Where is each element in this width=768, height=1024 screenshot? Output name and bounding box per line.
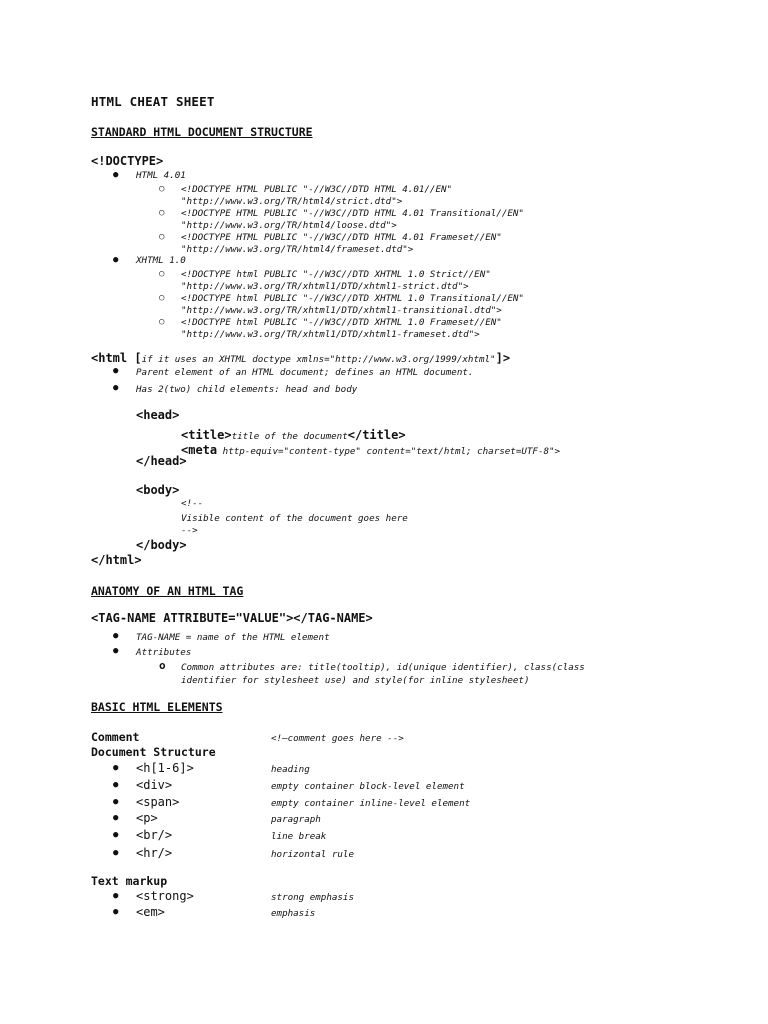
- comment-close: -->: [181, 525, 198, 536]
- tag-syntax: <TAG-NAME ATTRIBUTE="VALUE"></TAG-NAME>: [91, 611, 373, 625]
- bullet-icon: ●: [113, 813, 119, 823]
- element-tag: <br/>: [136, 828, 173, 842]
- element-tag: <strong>: [136, 889, 194, 903]
- element-desc: heading: [271, 764, 310, 775]
- circle-bullet-icon: o: [159, 659, 166, 672]
- html-tag-line: [91, 347, 510, 366]
- circle-bullet-icon: ○: [159, 293, 165, 303]
- anatomy-bullet: Attributes: [136, 647, 192, 658]
- element-tag: <h[1-6]>: [136, 761, 194, 775]
- comment-open: <!--: [181, 498, 204, 509]
- body-open-tag: <body>: [136, 483, 180, 497]
- bullet-icon: ●: [113, 780, 119, 790]
- head-close-tag: </head>: [136, 454, 187, 468]
- element-desc: paragraph: [271, 814, 321, 825]
- title-text: title of the document: [231, 431, 348, 442]
- bullet-icon: ●: [113, 170, 119, 180]
- doctype-line: "http://www.w3.org/TR/html4/strict.dtd">: [181, 196, 403, 207]
- anatomy-sub-line: Common attributes are: title(tooltip), id(unique identifier), class(class: [181, 662, 585, 673]
- bullet-icon: ●: [113, 891, 119, 901]
- bullet-icon: ●: [113, 907, 119, 917]
- bullet-icon: ●: [113, 797, 119, 807]
- page-title: HTML CHEAT SHEET: [91, 94, 215, 109]
- doctype-line: <!DOCTYPE html PUBLIC "-//W3C//DTD XHTML 1.0 Transitional//EN": [181, 293, 524, 304]
- doctype-line: "http://www.w3.org/TR/html4/loose.dtd">: [181, 220, 397, 231]
- anatomy-sub-line: identifier for stylesheet use) and style(for inline stylesheet): [181, 675, 530, 686]
- section-heading-basic: BASIC HTML ELEMENTS: [91, 700, 223, 714]
- title-close-tag: </title>: [347, 428, 406, 442]
- element-desc: line break: [271, 831, 327, 842]
- meta-tag-line: [181, 439, 560, 458]
- element-desc: horizontal rule: [271, 849, 354, 860]
- element-tag: <div>: [136, 778, 173, 792]
- element-desc: empty container inline-level element: [271, 798, 471, 809]
- comment-label: Comment: [91, 730, 140, 744]
- circle-bullet-icon: ○: [159, 208, 165, 218]
- doctype-line: <!DOCTYPE html PUBLIC "-//W3C//DTD XHTML 1.0 Strict//EN": [181, 269, 491, 280]
- meta-attrs: http-equiv="content-type" content="text/html; charset=UTF-8">: [217, 446, 561, 457]
- element-tag: <hr/>: [136, 846, 173, 860]
- element-tag: <em>: [136, 905, 165, 919]
- bullet-icon: ●: [113, 763, 119, 773]
- text-markup-label: Text markup: [91, 874, 168, 888]
- doctype-line: "http://www.w3.org/TR/xhtml1/DTD/xhtml1-frameset.dtd">: [181, 329, 480, 340]
- element-desc: emphasis: [271, 908, 316, 919]
- html-tag-note: if it uses an XHTML doctype xmlns="http://www.w3.org/1999/xhtml": [141, 354, 496, 365]
- xhtml10-label: XHTML 1.0: [136, 255, 186, 266]
- bullet-icon: ●: [113, 631, 119, 641]
- anatomy-bullet: TAG-NAME = name of the HTML element: [136, 632, 330, 643]
- circle-bullet-icon: ○: [159, 317, 165, 327]
- bullet-icon: ●: [113, 830, 119, 840]
- bullet-icon: ●: [113, 366, 119, 376]
- doctype-line: <!DOCTYPE HTML PUBLIC "-//W3C//DTD HTML 4.01//EN": [181, 184, 453, 195]
- circle-bullet-icon: ○: [159, 269, 165, 279]
- html-tag-bracket-open: [: [127, 351, 142, 365]
- doctype-line: "http://www.w3.org/TR/xhtml1/DTD/xhtml1-strict.dtd">: [181, 281, 469, 292]
- doc-structure-label: Document Structure: [91, 745, 216, 759]
- html-bullet: Parent element of an HTML document; defines an HTML document.: [136, 367, 474, 378]
- comment-desc: <!—comment goes here -->: [271, 733, 404, 744]
- html401-label: HTML 4.01: [136, 170, 186, 181]
- title-open-tag: <title>: [181, 428, 232, 442]
- element-desc: strong emphasis: [271, 892, 354, 903]
- html-close-tag: </html>: [91, 553, 142, 567]
- doctype-line: <!DOCTYPE HTML PUBLIC "-//W3C//DTD HTML 4.01 Frameset//EN": [181, 232, 502, 243]
- element-tag: <p>: [136, 811, 158, 825]
- circle-bullet-icon: ○: [159, 232, 165, 242]
- body-close-tag: </body>: [136, 538, 187, 552]
- bullet-icon: ●: [113, 646, 119, 656]
- bullet-icon: ●: [113, 255, 119, 265]
- bullet-icon: ●: [113, 383, 119, 393]
- bullet-icon: ●: [113, 848, 119, 858]
- meta-open-tag: <meta: [181, 443, 218, 457]
- doctype-line: "http://www.w3.org/TR/xhtml1/DTD/xhtml1-transitional.dtd">: [181, 305, 502, 316]
- comment-text: Visible content of the document goes here: [181, 513, 408, 524]
- doctype-line: "http://www.w3.org/TR/html4/frameset.dtd">: [181, 244, 414, 255]
- section-heading-standard: STANDARD HTML DOCUMENT STRUCTURE: [91, 125, 313, 139]
- html-tag-open: <html: [91, 351, 128, 365]
- element-desc: empty container block-level element: [271, 781, 465, 792]
- section-heading-anatomy: ANATOMY OF AN HTML TAG: [91, 584, 244, 598]
- html-bullet: Has 2(two) child elements: head and body: [136, 384, 358, 395]
- doctype-label: <!DOCTYPE>: [91, 154, 164, 168]
- circle-bullet-icon: ○: [159, 184, 165, 194]
- doctype-line: <!DOCTYPE html PUBLIC "-//W3C//DTD XHTML 1.0 Frameset//EN": [181, 317, 502, 328]
- head-open-tag: <head>: [136, 408, 180, 422]
- html-tag-bracket-close: ]>: [495, 351, 511, 365]
- element-tag: <span>: [136, 795, 180, 809]
- doctype-line: <!DOCTYPE HTML PUBLIC "-//W3C//DTD HTML 4.01 Transitional//EN": [181, 208, 524, 219]
